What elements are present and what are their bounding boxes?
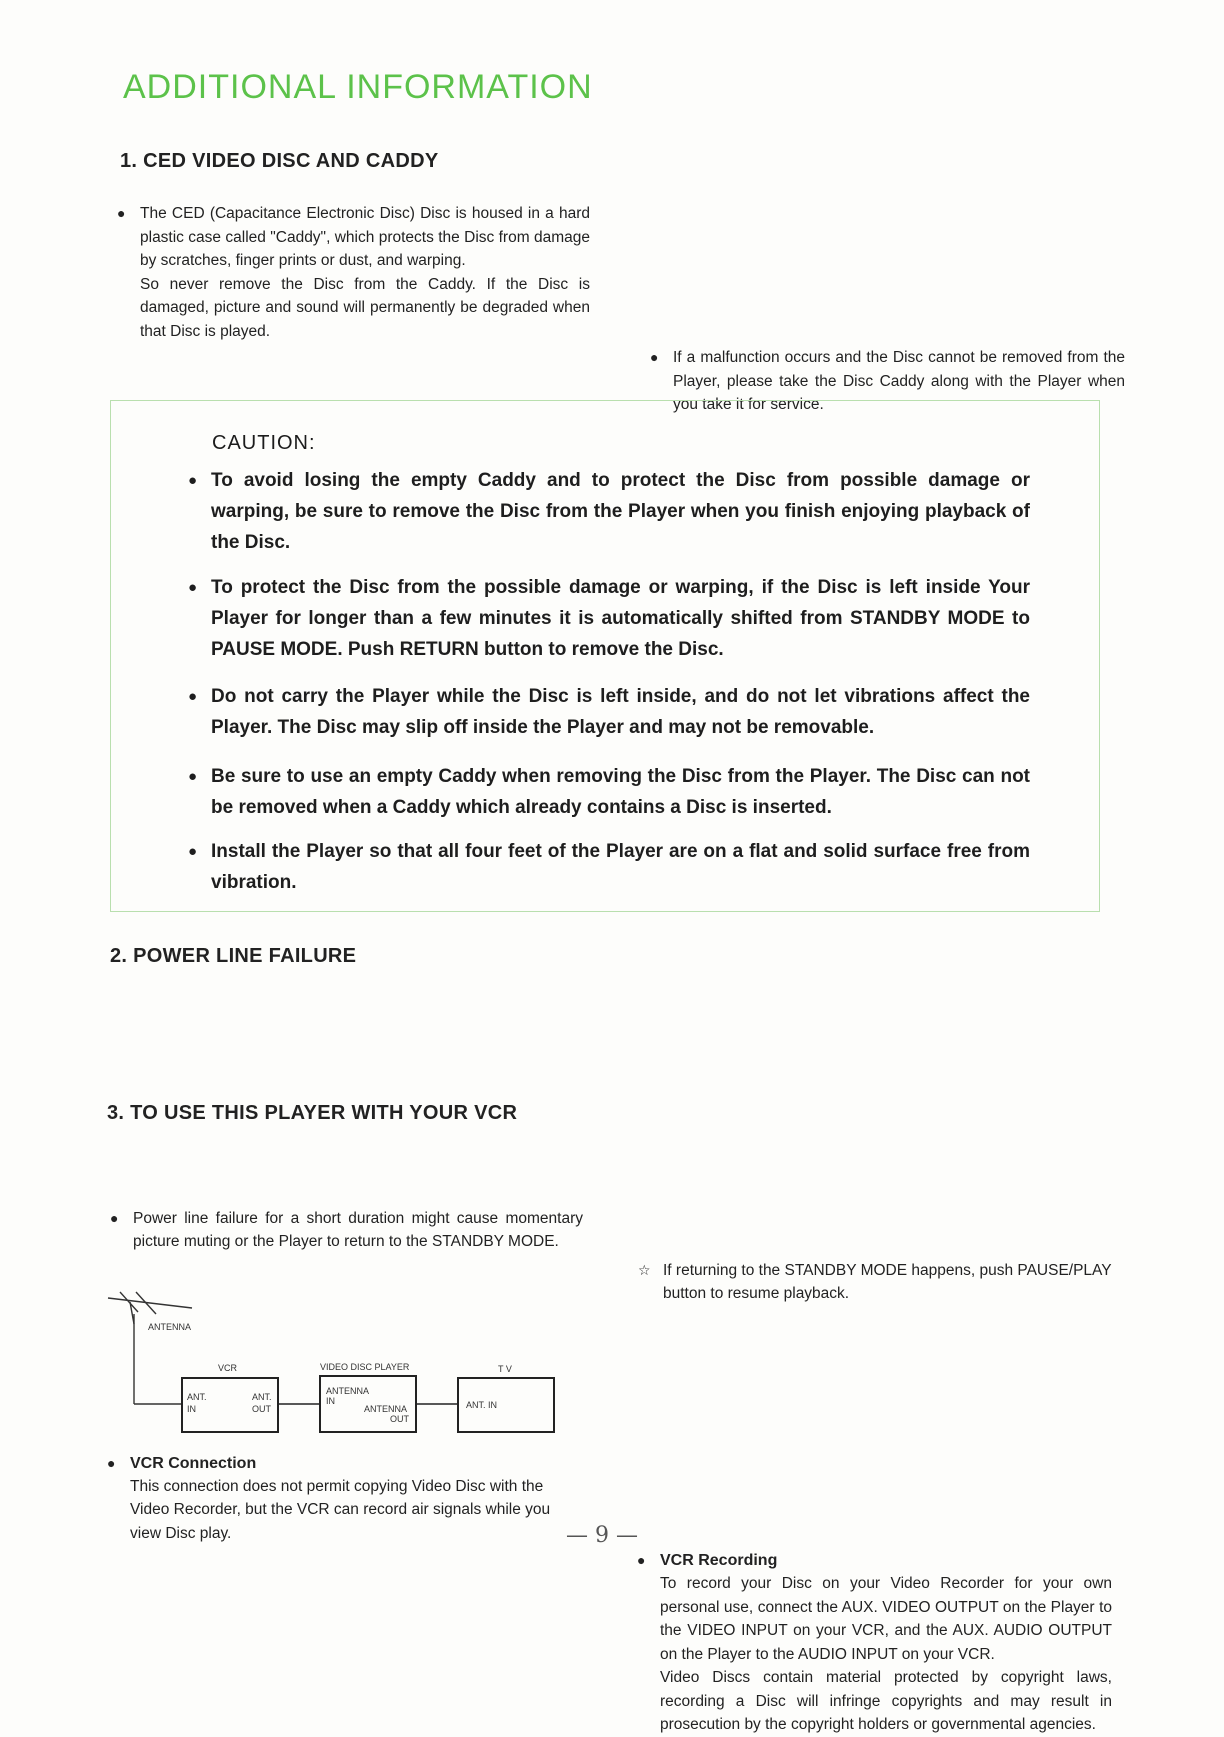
vcr-recording-text: To record your Disc on your Video Recorder for your own personal use, connect the AUX. VIDEO OUTPUT on the Player to the VIDEO INPUT on your VCR, and the AUX. AUDIO OUTPUT on the Player to the AUDIO INPUT on your VCR. — [660, 1575, 1112, 1663]
section-heading-vcr: 3. TO USE THIS PLAYER WITH YOUR VCR — [107, 1102, 518, 1124]
player-out-label: ANTENNA — [364, 1404, 408, 1414]
bullet-icon: ● — [110, 1209, 119, 1226]
bullet-icon: ● — [188, 472, 198, 489]
vcr-connection-text: This connection does not permit copying Video Disc with the Video Recorder, but the VCR can record air signals while you view Disc play. — [130, 1477, 551, 1542]
caution-item — [188, 836, 1030, 898]
vcr-recording-title: VCR Recording — [660, 1552, 778, 1569]
power-failure-text: Power line failure for a short duration might cause momentary picture muting or the Player to return to the STANDBY MODE. — [133, 1209, 583, 1250]
caution-text: Be sure to use an empty Caddy when removing the Disc from the Player. The Disc can not be removed when a Caddy which already contains a Disc is inserted. — [211, 766, 1030, 818]
standby-note-paragraph — [638, 1259, 1118, 1306]
caddy-warning-text: So never remove the Disc from the Caddy. If the Disc is damaged, picture and sound will permanently be degraded when that Disc is played. — [140, 275, 590, 340]
vcr-connection-diagram — [100, 1288, 570, 1448]
vcr-connection-paragraph — [107, 1452, 582, 1546]
vcr-ant-out-label: OUT — [252, 1404, 271, 1414]
section-heading-power: 2. POWER LINE FAILURE — [110, 945, 357, 967]
power-failure-paragraph — [110, 1207, 583, 1254]
vcr-ant-in-label: ANT. — [187, 1392, 207, 1402]
caution-text: To protect the Disc from the possible damage or warping, if the Disc is left inside Your Player for longer than a few minutes it is automatically shifted from STANDBY MODE to PAUSE MODE. Push RETURN button to remove the Disc. — [211, 577, 1030, 660]
caution-item — [188, 761, 1030, 823]
player-in-label: ANTENNA — [326, 1386, 370, 1396]
star-icon: ☆ — [638, 1261, 651, 1278]
malfunction-text: If a malfunction occurs and the Disc cannot be removed from the Player, please take the Disc Caddy along with the Player when you take it for service. — [673, 349, 1125, 413]
bullet-icon: ● — [650, 349, 659, 365]
bullet-icon: ● — [107, 1454, 116, 1471]
bullet-icon: ● — [188, 768, 198, 785]
vcr-recording-paragraph — [637, 1549, 1112, 1737]
player-out-label: OUT — [390, 1414, 409, 1424]
caution-title: CAUTION: — [212, 432, 316, 454]
vcr-label: VCR — [218, 1363, 238, 1373]
copyright-warning-text: Video Discs contain material protected by copyright laws, recording a Disc will infringe copyrights and may result in prosecution by the copyright holders or governmental agencies. — [660, 1669, 1112, 1733]
page-title: ADDITIONAL INFORMATION — [123, 68, 593, 106]
bullet-icon: ● — [188, 579, 198, 596]
vcr-connection-title: VCR Connection — [130, 1454, 257, 1472]
caution-item — [188, 681, 1030, 743]
bullet-icon: ● — [188, 843, 198, 860]
player-in-label: IN — [326, 1396, 335, 1406]
tv-label: T V — [498, 1364, 512, 1374]
bullet-icon: ● — [117, 205, 126, 221]
vcr-ant-out-label: ANT. — [252, 1392, 272, 1402]
page-number: — 9 — — [566, 1523, 638, 1548]
caution-text: To avoid losing the empty Caddy and to protect the Disc from possible damage or warping, be sure to remove the Disc from the Player when you finish enjoying playback of the Disc. — [211, 470, 1030, 553]
vcr-ant-in-label: IN — [187, 1404, 196, 1414]
bullet-icon: ● — [637, 1552, 646, 1568]
antenna-label: ANTENNA — [148, 1322, 192, 1332]
player-label: VIDEO DISC PLAYER — [320, 1362, 410, 1372]
tv-ant-in-label: ANT. IN — [466, 1400, 498, 1410]
antenna-icon — [108, 1292, 192, 1404]
bullet-icon: ● — [188, 688, 198, 705]
ced-caddy-paragraph — [117, 202, 590, 343]
caution-text: Do not carry the Player while the Disc is left inside, and do not let vibrations affect the Player. The Disc may slip off inside the Player and may not be removable. — [211, 686, 1030, 738]
caution-item — [188, 465, 1030, 558]
standby-note-text: If returning to the STANDBY MODE happens, push PAUSE/PLAY button to resume playback. — [663, 1261, 1112, 1302]
caddy-protection-text: The CED (Capacitance Electronic Disc) Disc is housed in a hard plastic case called "Caddy", which protects the Disc from damage by scratches, finger prints or dust, and warping. — [140, 205, 590, 269]
caution-text: Install the Player so that all four feet of the Player are on a flat and solid surface free from vibration. — [211, 841, 1030, 893]
section-heading-ced: 1. CED VIDEO DISC AND CADDY — [120, 150, 439, 172]
caution-item — [188, 572, 1030, 665]
